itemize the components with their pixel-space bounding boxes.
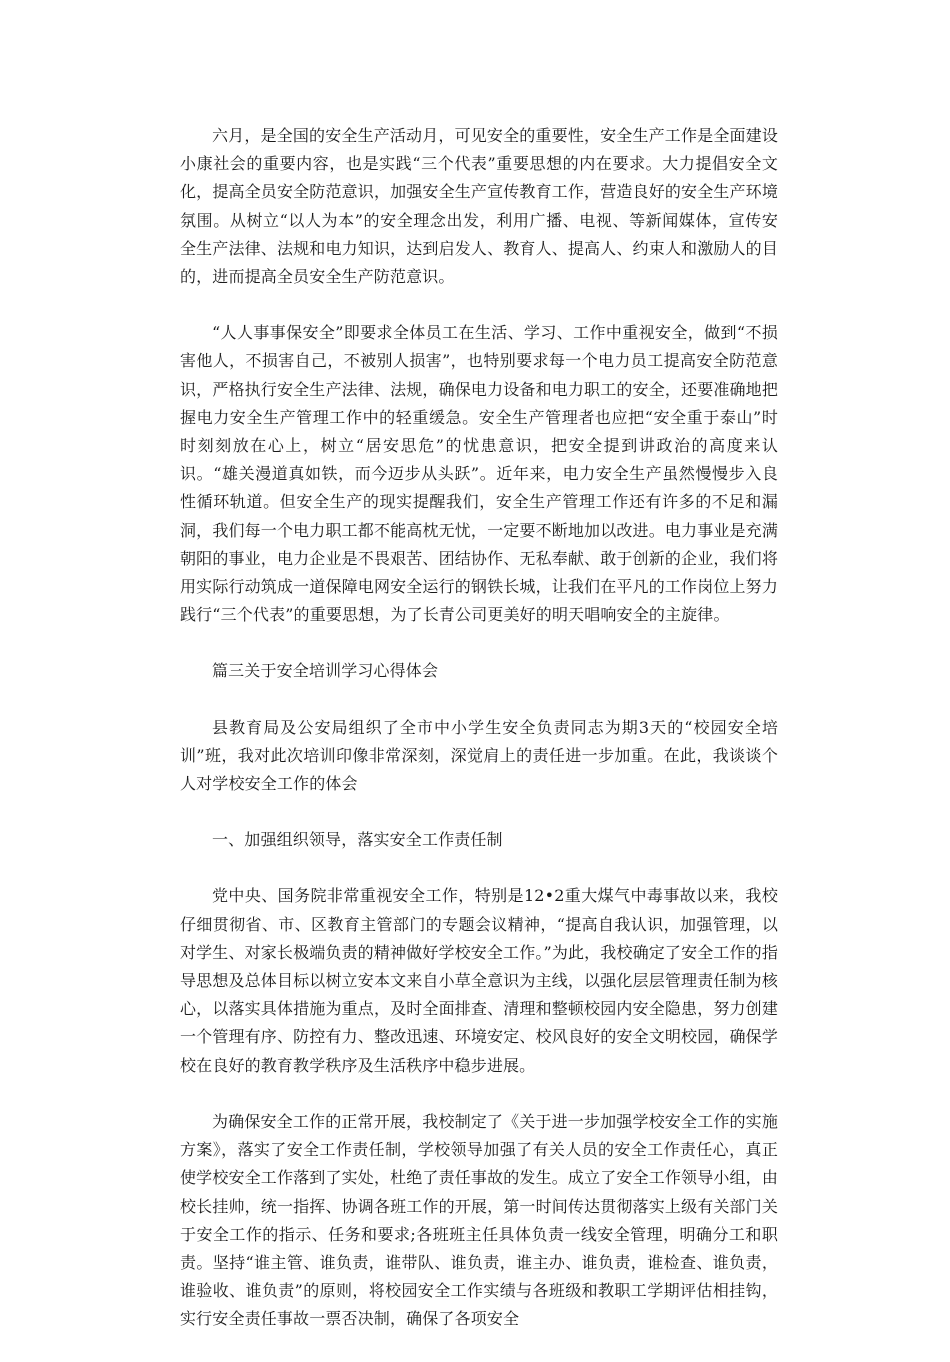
paragraph-responsibility-system: 为确保安全工作的正常开展，我校制定了《关于进一步加强学校安全工作的实施方案》，落实了安全工作责任制，学校领导加强了有关人员的安全工作责任心，真正使学校安全工作落到了实处，杜绝了责任事故的发生。成立了安全工作领导小组，由校长挂帅，统一指挥、协调各班工作的开展，第一时间传达贯彻落实上级有关部门关于安全工作的指示、任务和要求;各班班主任具体负责一线安全管理，明确分工和职责。坚持“谁主管、谁负责，谁带队、谁负责，谁主办、谁负责，谁检查、谁负责，谁验收、谁负责”的原则，将校园安全工作实绩与各班级和教职工学期评估相挂钩，实行安全责任事故一票否决制，确保了各项安全 (180, 1111, 778, 1329)
paragraph-everyone-safety: “人人事事保安全”即要求全体员工在生活、学习、工作中重视安全，做到“不损害他人，不损害自己，不被别人损害”，也特别要求每一个电力员工提高安全防范意识，严格执行安全生产法律、法规，确保电力设备和电力职工的安全，还要准确地把握电力安全生产管理工作中的轻重缓急。安全生产管理者也应把“安全重于泰山”时时刻刻放在心上，树立“居安思危”的忧患意识，把安全提到讲政治的高度来认识。“雄关漫道真如铁，而今迈步从头跃”。近年来，电力安全生产虽然慢慢步入良性循环轨道。但安全生产的现实提醒我们，安全生产管理工作还有许多的不足和漏洞，我们每一个电力职工都不能高枕无忧，一定要不断地加以改进。电力事业是充满朝阳的事业，电力企业是不畏艰苦、团结协作、无私奉献、敢于创新的企业，我们将用实际行动筑成一道保障电网安全运行的钢铁长城，让我们在平凡的工作岗位上努力践行“三个代表”的重要思想，为了长青公司更美好的明天唱响安全的主旋律。 (180, 323, 778, 625)
paragraph-training-intro: 县教育局及公安局组织了全市中小学生安全负责同志为期3天的“校园安全培训”班，我对此次培训印像非常深刻，深觉肩上的责任进一步加重。在此，我谈谈个人对学校安全工作的体会 (180, 717, 778, 794)
document-body (180, 122, 778, 1362)
paragraph-central-guidance: 党中央、国务院非常重视安全工作，特别是12•2重大煤气中毒事故以来，我校仔细贯彻省、市、区教育主管部门的专题会议精神，“提高自我认识，加强管理，以对学生、对家长极端负责的精神做好学校安全工作。”为此，我校确定了安全工作的指导思想及总体目标以树立安本文来自小草全意识为主线，以强化层层管理责任制为核心，以落实具体措施为重点，及时全面排查、清理和整顿校园内安全隐患，努力创建一个管理有序、防控有力、整改迅速、环境安定、校风良好的安全文明校园，确保学校在良好的教育教学秩序及生活秩序中稳步进展。 (180, 886, 778, 1075)
section-title: 篇三关于安全培训学习心得体会 (212, 661, 439, 681)
subsection-heading: 一、加强组织领导，落实安全工作责任制 (212, 830, 503, 850)
paragraph-safety-month: 六月，是全国的安全生产活动月，可见安全的重要性，安全生产工作是全面建设小康社会的重要内容，也是实践“三个代表”重要思想的内在要求。大力提倡安全文化，提高全员安全防范意识，加强安全生产宣传教育工作，营造良好的安全生产环境氛围。从树立“以人为本”的安全理念出发，利用广播、电视、等新闻媒体，宣传安全生产法律、法规和电力知识，达到启发人、教育人、提高人、约束人和激励人的目的，进而提高全员安全生产防范意识。 (180, 126, 778, 287)
